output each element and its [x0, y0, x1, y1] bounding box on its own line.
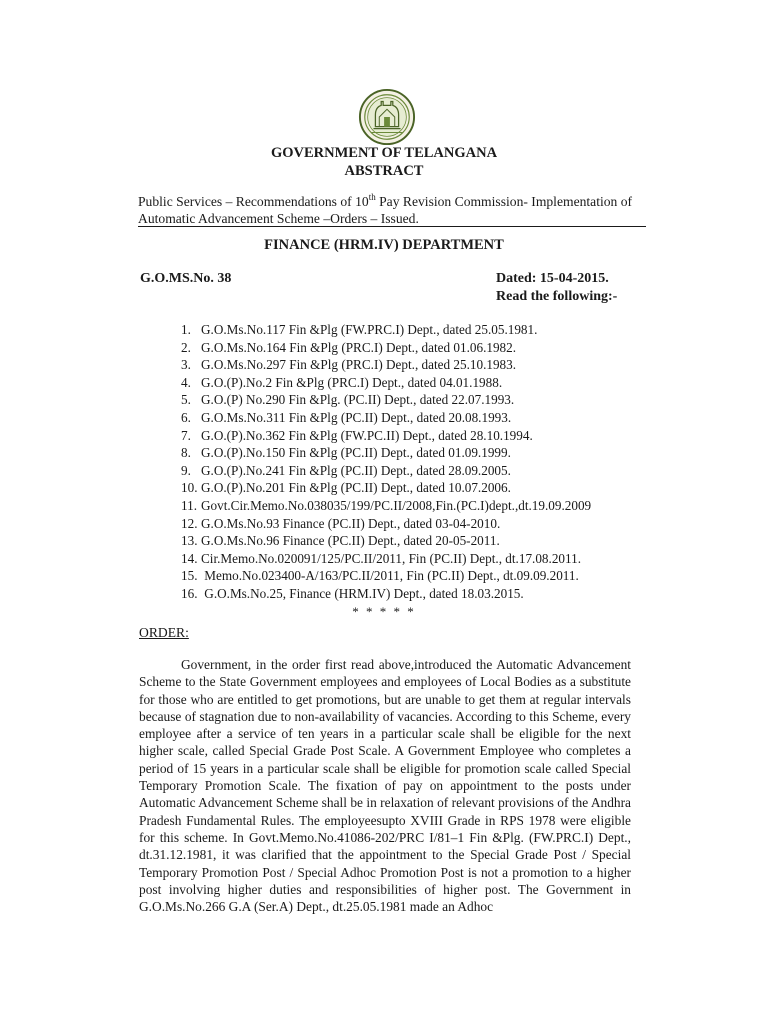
- reference-item: 8. G.O.(P).No.150 Fin &Plg (PC.II) Dept., dated 01.09.1999.: [181, 445, 511, 461]
- read-following: Read the following:-: [496, 289, 618, 304]
- section-separator: * * * * *: [352, 604, 416, 619]
- subject-suffix: Pay Revision Commission- Implementation of Automatic Advancement Scheme –Orders – Issued.: [138, 194, 633, 226]
- subject-superscript: th: [368, 192, 376, 202]
- reference-item: 5. G.O.(P) No.290 Fin &Plg. (PC.II) Dept., dated 22.07.1993.: [181, 392, 515, 408]
- order-heading: ORDER:: [139, 625, 189, 640]
- reference-item: 9. G.O.(P).No.241 Fin &Plg (PC.II) Dept., dated 28.09.2005.: [181, 462, 511, 478]
- state-emblem-icon: [358, 88, 416, 146]
- reference-item: 11. Govt.Cir.Memo.No.038035/199/PC.II/2008,Fin.(PC.I)dept.,dt.19.09.2009: [181, 497, 592, 513]
- go-number: G.O.MS.No. 38: [140, 271, 232, 286]
- reference-item: 12. G.O.Ms.No.93 Finance (PC.II) Dept., dated 03-04-2010.: [181, 515, 501, 531]
- reference-item: 2. G.O.Ms.No.164 Fin &Plg (PRC.I) Dept., dated 01.06.1982.: [181, 339, 517, 355]
- reference-item: 15. Memo.No.023400-A/163/PC.II/2011, Fin (PC.II) Dept., dt.09.09.2011.: [181, 568, 579, 584]
- reference-item: 6. G.O.Ms.No.311 Fin &Plg (PC.II) Dept., dated 20.08.1993.: [181, 409, 512, 425]
- reference-item: 13. G.O.Ms.No.96 Finance (PC.II) Dept., dated 20-05-2011.: [181, 533, 500, 549]
- reference-item: 1. G.O.Ms.No.117 Fin &Plg (FW.PRC.I) Dept., dated 25.05.1981.: [181, 322, 538, 337]
- abstract-title: ABSTRACT: [344, 163, 424, 179]
- reference-item: 7. G.O.(P).No.362 Fin &Plg (FW.PC.II) Dept., dated 28.10.1994.: [181, 427, 533, 443]
- order-paragraph: Government, in the order first read above,introduced the Automatic Advancement Scheme to the State Government employees and employees of Local Bodies as a substitute for those who are entitled to get promotions, but are unable to get them at regular intervals because of stagnation due to non-availability of vacancies. According to this Scheme, every employee after a service of ten years in a particular scale shall be eligible for the next higher scale, called Special Grade Post Scale. A Government Employee who completes a period of 15 years in a particular scale shall be eligible for promotion scale called Special Temporary Promotion Scale. The fixation of pay on appointment to the posts under Automatic Advancement Scheme shall be in relaxation of relevant provisions of the Andhra Pradesh Fundamental Rules. The employeesupto XVIII Grade in RPS 1978 were eligible for this scheme. In Govt.Memo.No.41086-202/PRC I/81–1 Fin &Plg. (FW.PRC.I) Dept., dt.31.12.1981, it was clarified that the appointment to the Special Grade Post / Special Temporary Promotion Post / Special Adhoc Promotion Post is not a promotion to a higher post involving higher duties and responsibilities of higher post. The Government in G.O.Ms.No.266 G.A (Ser.A) Dept., dt.25.05.1981 made an Adhoc: [139, 657, 631, 915]
- reference-item: 14. Cir.Memo.No.020091/125/PC.II/2011, Fin (PC.II) Dept., dt.17.08.2011.: [181, 550, 581, 566]
- subject-line: [138, 193, 648, 227]
- reference-item: 16. G.O.Ms.No.25, Finance (HRM.IV) Dept., dated 18.03.2015.: [181, 585, 524, 601]
- reference-list: [181, 321, 591, 603]
- go-date: Dated: 15-04-2015.: [496, 271, 609, 286]
- reference-item: 3. G.O.Ms.No.297 Fin &Plg (PRC.I) Dept., dated 25.10.1983.: [181, 357, 517, 373]
- department-title: FINANCE (HRM.IV) DEPARTMENT: [264, 237, 504, 253]
- reference-item: 4. G.O.(P).No.2 Fin &Plg (PRC.I) Dept., dated 04.01.1988.: [181, 374, 503, 390]
- reference-item: 10. G.O.(P).No.201 Fin &Plg (PC.II) Dept., dated 10.07.2006.: [181, 480, 511, 496]
- subject-underline: [138, 226, 646, 227]
- government-title: GOVERNMENT OF TELANGANA: [270, 145, 498, 161]
- subject-prefix: Public Services – Recommendations of 10: [138, 194, 369, 209]
